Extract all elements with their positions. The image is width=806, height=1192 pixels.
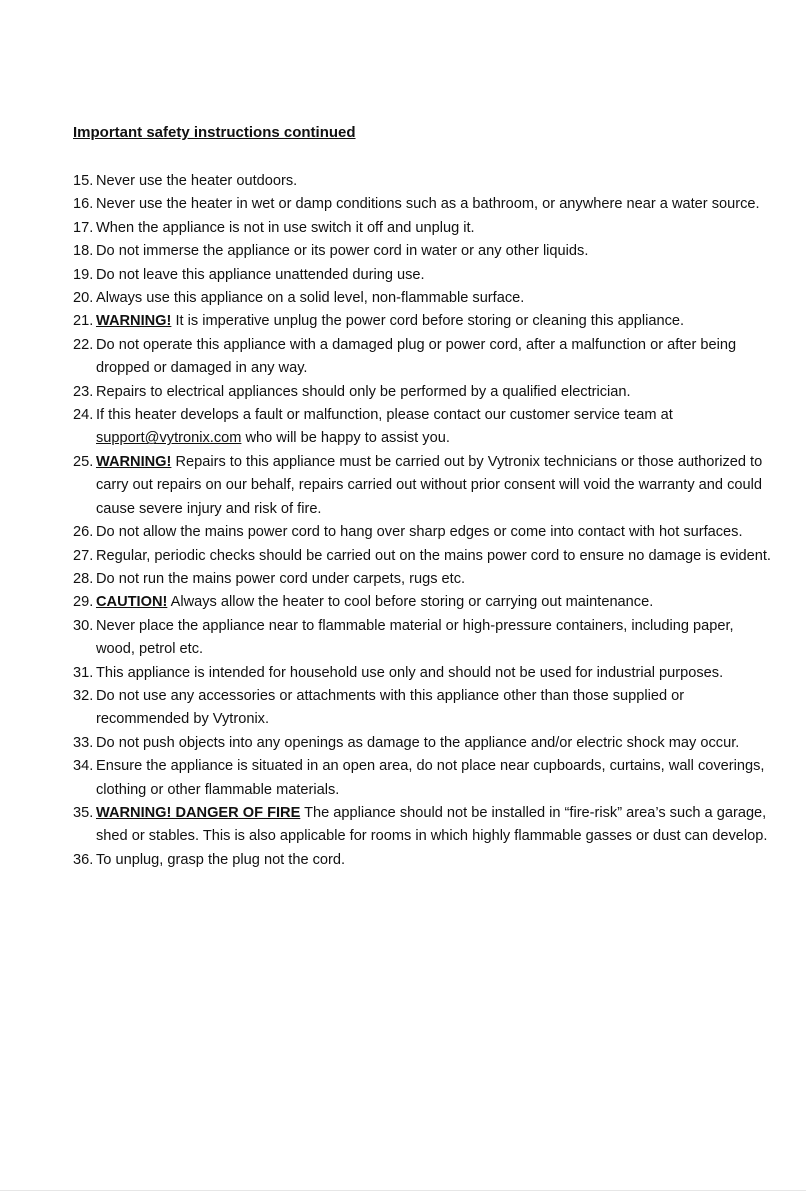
instruction-number: 36.	[73, 851, 94, 868]
instruction-number: 20.	[73, 290, 94, 307]
instruction-item	[73, 381, 773, 404]
instruction-text: Repairs to electrical appliances should only be performed by a qualified electrician.	[96, 383, 631, 400]
instruction-item	[73, 732, 773, 755]
instruction-number: 32.	[73, 687, 94, 704]
instruction-number: 35.	[73, 804, 94, 821]
instruction-number: 25.	[73, 453, 94, 470]
instruction-item	[73, 521, 773, 544]
instruction-text: Ensure the appliance is situated in an open area, do not place near cupboards, curtains, wall coverings, clothing or other flammable materials.	[96, 758, 765, 798]
instruction-item	[73, 193, 773, 216]
instruction-number: 17.	[73, 219, 94, 236]
instruction-text: Do not operate this appliance with a damaged plug or power cord, after a malfunction or after being dropped or damaged in any way.	[96, 336, 737, 377]
instruction-item	[73, 545, 773, 568]
instruction-number: 28.	[73, 570, 94, 587]
instruction-text: When the appliance is not in use switch it off and unplug it.	[96, 219, 475, 236]
instruction-item	[73, 802, 773, 849]
instruction-text: Do not push objects into any openings as damage to the appliance and/or electric shock may occur.	[96, 734, 740, 751]
instruction-item	[73, 310, 773, 333]
instruction-item	[73, 755, 773, 802]
instruction-item	[73, 591, 773, 614]
instruction-number: 15.	[73, 173, 94, 189]
page-bottom-rule	[0, 1190, 806, 1191]
support-email-link[interactable]: support@vytronix.com	[96, 430, 242, 447]
instruction-number: 22.	[73, 336, 94, 353]
instruction-item	[73, 217, 773, 240]
instruction-item	[73, 662, 773, 685]
instruction-text: If this heater develops a fault or malfunction, please contact our customer service team at	[96, 407, 673, 424]
page-heading: Important safety instructions continued	[73, 124, 356, 141]
instruction-item	[73, 264, 773, 287]
instruction-number: 34.	[73, 758, 94, 775]
instruction-text: Regular, periodic checks should be carried out on the mains power cord to ensure no damage is evident.	[96, 547, 771, 564]
instruction-item	[73, 849, 773, 872]
instruction-text: Never use the heater outdoors.	[96, 173, 298, 189]
instruction-text: Do not run the mains power cord under carpets, rugs etc.	[96, 570, 466, 587]
instruction-item	[73, 170, 773, 193]
instruction-item	[73, 451, 773, 521]
warning-label: WARNING! DANGER OF FIRE	[96, 804, 301, 821]
warning-label: CAUTION!	[96, 594, 168, 611]
instruction-item	[73, 568, 773, 591]
instruction-number: 27.	[73, 547, 94, 564]
instruction-text: Never use the heater in wet or damp conditions such as a bathroom, or anywhere near a water source.	[96, 196, 760, 213]
instruction-number: 19.	[73, 266, 94, 283]
instruction-text: Always use this appliance on a solid level, non-flammable surface.	[96, 290, 525, 307]
instruction-text: Repairs to this appliance must be carried out by Vytronix technicians or those authorized to carry out repairs on our behalf, repairs carried out without prior consent will void the warranty and could cause severe injury and risk of fire.	[96, 453, 763, 517]
instruction-number: 23.	[73, 383, 94, 400]
instruction-number: 24.	[73, 407, 94, 424]
instruction-number: 29.	[73, 594, 94, 611]
instruction-text: Always allow the heater to cool before storing or carrying out maintenance.	[167, 594, 654, 611]
instruction-text: Never place the appliance near to flammable material or high-pressure containers, including paper, wood, petrol etc.	[96, 617, 734, 658]
instruction-number: 31.	[73, 664, 94, 681]
instruction-number: 21.	[73, 313, 94, 330]
instruction-text: To unplug, grasp the plug not the cord.	[96, 851, 346, 868]
instruction-item	[73, 685, 773, 732]
safety-instructions-list	[73, 170, 773, 872]
instruction-text: This appliance is intended for household use only and should not be used for industrial purposes.	[96, 664, 724, 681]
instruction-number: 18.	[73, 243, 94, 260]
instruction-text: It is imperative unplug the power cord before storing or cleaning this appliance.	[171, 313, 685, 330]
instruction-text: Do not leave this appliance unattended during use.	[96, 266, 425, 283]
instruction-text: who will be happy to assist you.	[241, 430, 450, 447]
instruction-number: 30.	[73, 617, 94, 634]
instruction-number: 16.	[73, 196, 94, 213]
instruction-text: Do not use any accessories or attachments with this appliance other than those supplied or recommended by Vytronix.	[96, 687, 685, 728]
warning-label: WARNING!	[96, 453, 172, 470]
instruction-item	[73, 287, 773, 310]
instruction-text: Do not allow the mains power cord to hang over sharp edges or come into contact with hot surfaces.	[96, 524, 743, 541]
instruction-number: 33.	[73, 734, 94, 751]
instruction-item	[73, 334, 773, 381]
instruction-item	[73, 404, 773, 451]
instruction-item	[73, 240, 773, 263]
instruction-item	[73, 615, 773, 662]
instruction-number: 26.	[73, 524, 94, 541]
warning-label: WARNING!	[96, 313, 172, 330]
instruction-text: The appliance should not be installed in “fire-risk” area’s such a garage, shed or stables. This is also applicable for rooms in which highly flammable gasses or dust can develop.	[96, 804, 768, 845]
instruction-text: Do not immerse the appliance or its power cord in water or any other liquids.	[96, 243, 589, 260]
